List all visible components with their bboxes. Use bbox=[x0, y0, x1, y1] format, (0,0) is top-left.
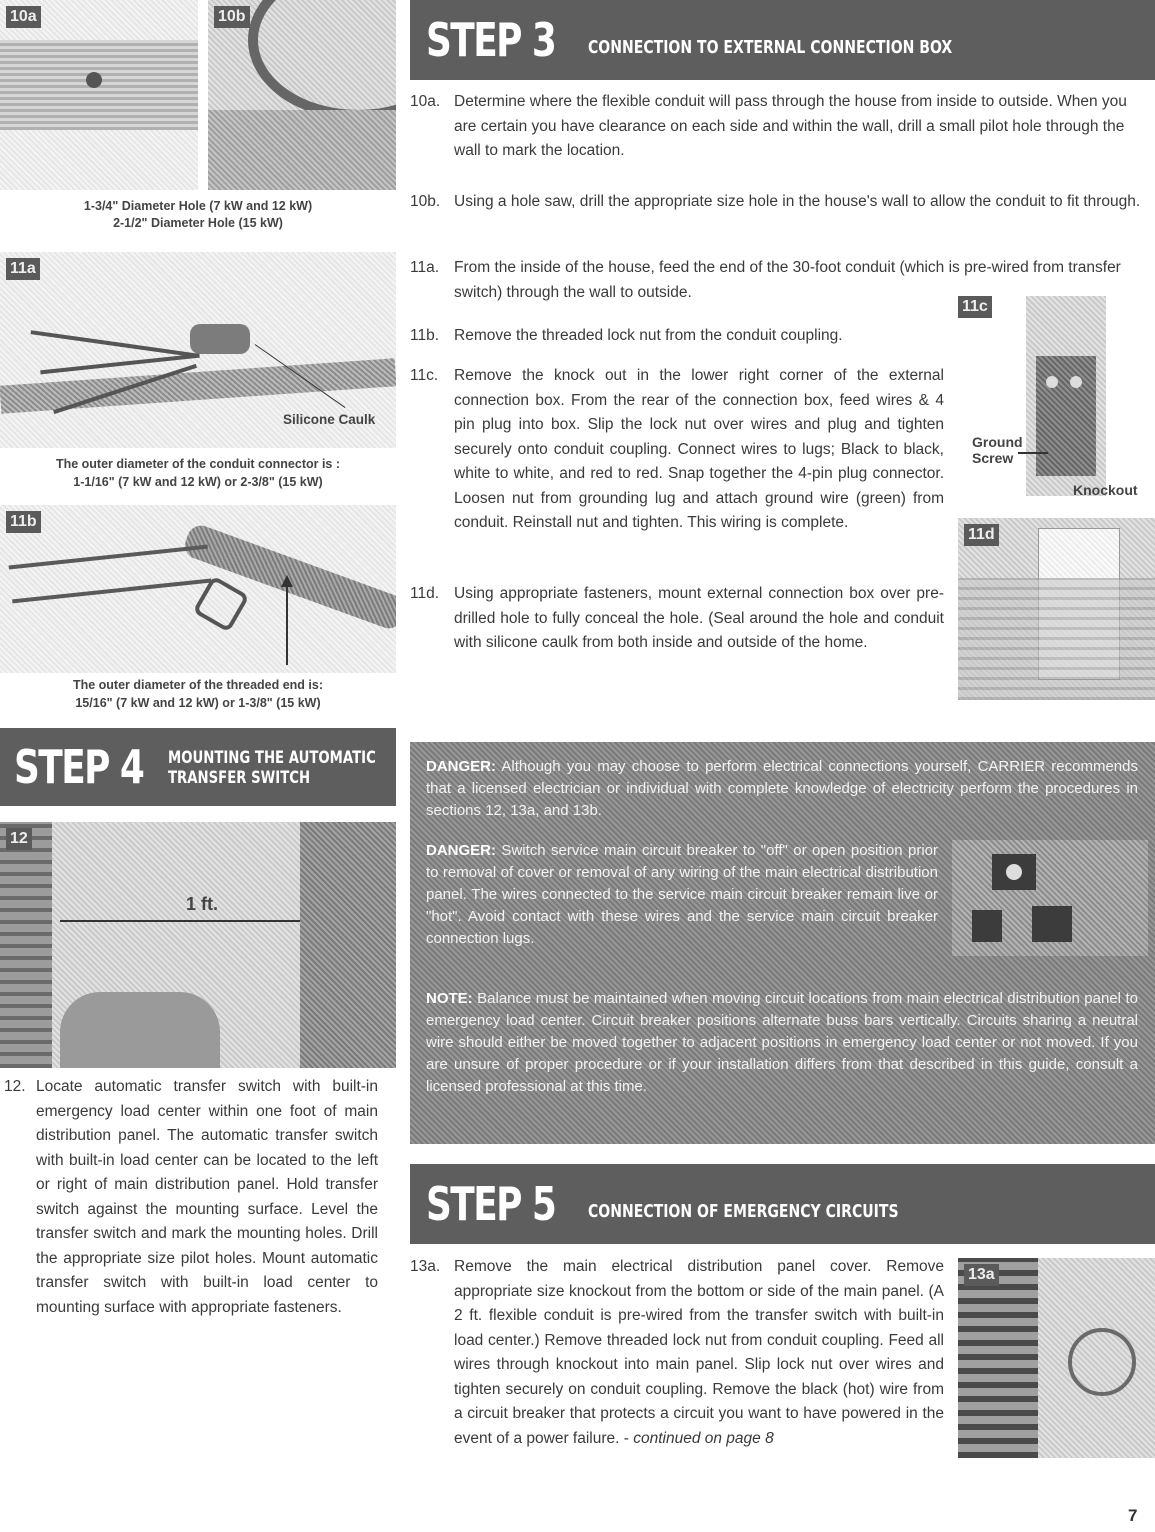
photo-tag: 11c bbox=[958, 296, 992, 318]
conduit-pipe bbox=[0, 358, 396, 414]
photo-tag: 11a bbox=[6, 258, 40, 280]
item-text: Locate automatic transfer switch with built-in emergency load center within one foot of main distribution panel. The automatic transfer switch with built-in load center can be located to the left or right of main distribution panel. Hold transfer switch against the mounting surface. Level the transfer switch and mark the mounting holes. Drill the appropriate size pilot holes. Mount automatic transfer switch with built-in load center to mounting surface with appropriate fasteners. bbox=[36, 1078, 378, 1316]
caption-11a-line1: The outer diameter of the conduit connector is : bbox=[55, 457, 341, 471]
item-number: 11b. bbox=[410, 327, 440, 344]
photo-tag: 11d bbox=[964, 524, 999, 546]
caption-11a-line2: 1-1/16" (7 kW and 12 kW) or 2-3/8" (15 kW) bbox=[73, 475, 323, 489]
connector bbox=[190, 324, 250, 354]
arrow-line bbox=[286, 585, 288, 665]
continued-link[interactable]: continued on page 8 bbox=[633, 1429, 774, 1447]
note-label: NOTE: bbox=[426, 990, 473, 1007]
step-11c-item bbox=[410, 364, 944, 574]
step-11b-item bbox=[410, 324, 950, 352]
item-text-block bbox=[454, 1255, 944, 1451]
photo-11a bbox=[0, 252, 396, 448]
danger-notice-2 bbox=[426, 840, 938, 950]
photo-11d bbox=[958, 518, 1155, 700]
step-3-title: CONNECTION TO EXTERNAL CONNECTION BOX bbox=[588, 37, 953, 58]
step-3-label: STEP 3 bbox=[426, 13, 556, 67]
caption-11b-line2: 15/16" (7 kW and 12 kW) or 1-3/8" (15 kW) bbox=[75, 696, 321, 710]
breaker-panel-photo bbox=[952, 840, 1148, 956]
photo-tag: 10b bbox=[214, 6, 250, 28]
panel-breakers bbox=[958, 1258, 1038, 1458]
photo-10b bbox=[208, 0, 396, 190]
photo-10a bbox=[0, 0, 198, 190]
safety-notices bbox=[410, 742, 1155, 1144]
connection-box bbox=[1036, 356, 1096, 476]
caption-11b-line1: The outer diameter of the threaded end is: bbox=[72, 678, 324, 692]
item-text: Using appropriate fasteners, mount external connection box over pre-drilled hole to fully conceal the hole. (Seal around the hole and conduit with silicone caulk from both inside and outside of the home. bbox=[454, 585, 944, 651]
note-text: Balance must be maintained when moving circuit locations from main electrical distribution panel to emergency load center. Circuit breaker positions alternate buss bars vertically. Circuits sharing a neutral wire should either be moved together to adjacent positions in emergency load center or not moved. If you are unsure of proper procedure or if your installation differs from that described in this guide, consult a licensed professional at this time. bbox=[426, 990, 1138, 1095]
step-5-title: CONNECTION OF EMERGENCY CIRCUITS bbox=[588, 1201, 899, 1222]
item-number: 10b. bbox=[410, 193, 441, 210]
danger-text: Although you may choose to perform electrical connections yourself, CARRIER recommends that a licensed electrician or individual with complete knowledge of electricity perform the procedures in sections 12, 13a, and 13b. bbox=[426, 758, 1138, 819]
item-text: Determine where the flexible conduit will pass through the house from inside to outside. When you are certain you have clearance on each side and within the wall, drill a small pilot hole through the wall to mark the location. bbox=[454, 93, 1127, 159]
hole-saw bbox=[248, 0, 396, 120]
item-text: Remove the knock out in the lower right corner of the external connection box. From the rear of the connection box, feed wires & 4 pin plug into box. Slip the lock nut over wires and plug and tighten securely onto conduit coupling. Connect wires to lugs; Black to black, white to white, and red to red. Snap together the 4-pin plug connector. Loosen nut from grounding lug and attach ground wire (green) from conduit. Reinstall nut and tighten. This wiring is complete. bbox=[454, 367, 944, 531]
breaker-main-knob bbox=[1006, 864, 1022, 880]
item-number: 13a. bbox=[410, 1258, 441, 1275]
screw-arrow bbox=[1018, 452, 1048, 454]
measure-line bbox=[60, 920, 300, 922]
photo-13a bbox=[958, 1258, 1155, 1458]
siding bbox=[958, 578, 1155, 700]
photo-12 bbox=[0, 822, 396, 1068]
step-10a-item bbox=[410, 90, 1152, 166]
step-12-item bbox=[0, 1075, 396, 1405]
item-number: 12. bbox=[4, 1078, 26, 1095]
photo-tag: 12 bbox=[6, 828, 32, 850]
note-notice bbox=[426, 988, 1138, 1098]
step-10b-item bbox=[410, 190, 1152, 242]
caption-10-line2: 2-1/2" Diameter Hole (15 kW) bbox=[113, 216, 283, 230]
measure-label: 1 ft. bbox=[186, 894, 219, 914]
photo-11c-block bbox=[958, 296, 1155, 504]
photo-tag: 13a bbox=[964, 1264, 999, 1286]
step-5-header bbox=[410, 1164, 1155, 1244]
step-5-label: STEP 5 bbox=[426, 1177, 556, 1231]
breaker bbox=[972, 910, 1002, 942]
lug bbox=[1046, 376, 1058, 388]
page-number: 7 bbox=[1128, 1506, 1138, 1525]
label-ground: Ground bbox=[972, 434, 1023, 450]
item-text: Remove the threaded lock nut from the conduit coupling. bbox=[454, 327, 843, 344]
main-panel bbox=[0, 822, 52, 1068]
pilot-hole bbox=[86, 72, 102, 88]
danger-text: Switch service main circuit breaker to "off" or open position prior to removal of cover or removal of any wiring of the main electrical distribution panel. The wires connected to the service main circuit breaker remain live or "hot". Avoid contact with these wires and the service main circuit breaker connection lugs. bbox=[426, 842, 938, 947]
item-number: 11c. bbox=[410, 367, 439, 384]
item-number: 10a. bbox=[410, 93, 441, 110]
item-text: Using a hole saw, drill the appropriate size hole in the house's wall to allow the conduit to fit through. bbox=[454, 193, 1141, 210]
step-4-header bbox=[0, 728, 396, 806]
label-screw: Screw bbox=[972, 450, 1014, 466]
label-knockout: Knockout bbox=[1073, 482, 1138, 498]
wire-1 bbox=[31, 330, 200, 358]
wall-edge bbox=[208, 110, 396, 190]
caption-10-line1: 1-3/4" Diameter Hole (7 kW and 12 kW) bbox=[83, 199, 313, 213]
photo-11c bbox=[1026, 296, 1106, 496]
item-text: Remove the main electrical distribution panel cover. Remove appropriate size knockout from the bottom or side of the main panel. (A 2 ft. flexible conduit is pre-wired from the transfer switch with built-in load center.) Remove threaded lock nut from conduit coupling. Feed all wires through knockout into main panel. Slip lock nut over wires and tighten securely on conduit coupling. Remove the black (hot) wire from a circuit breaker that protects a circuit you want to have powered in the event of a power failure. - bbox=[454, 1258, 944, 1447]
item-number: 11d. bbox=[410, 585, 440, 602]
photo-tag: 10a bbox=[6, 6, 41, 28]
wire-bundle bbox=[9, 545, 212, 604]
flex-conduit bbox=[1068, 1328, 1136, 1396]
transfer-switch bbox=[300, 822, 396, 1068]
step-4-title-line2: TRANSFER SWITCH bbox=[168, 768, 311, 788]
arrow-head bbox=[281, 575, 293, 587]
danger-label: DANGER: bbox=[426, 758, 496, 775]
step-11d-item bbox=[410, 582, 944, 692]
lock-nut bbox=[192, 575, 249, 632]
lug bbox=[1070, 376, 1082, 388]
photo-11b bbox=[0, 505, 396, 673]
item-number: 11a. bbox=[410, 259, 440, 276]
step-13a-item bbox=[410, 1255, 944, 1505]
danger-notice-1 bbox=[426, 756, 1138, 822]
step-4-label: STEP 4 bbox=[14, 740, 144, 794]
tools bbox=[60, 992, 220, 1068]
step-4-title-line1: MOUNTING THE AUTOMATIC bbox=[168, 748, 376, 768]
photo-tag: 11b bbox=[6, 511, 41, 533]
danger-label: DANGER: bbox=[426, 842, 496, 859]
callout-silicone-caulk: Silicone Caulk bbox=[283, 412, 376, 427]
breaker bbox=[1032, 906, 1072, 942]
step-3-header bbox=[410, 0, 1155, 80]
item-text: From the inside of the house, feed the end of the 30-foot conduit (which is pre-wired from transfer switch) through the wall to outside. bbox=[454, 259, 1121, 301]
